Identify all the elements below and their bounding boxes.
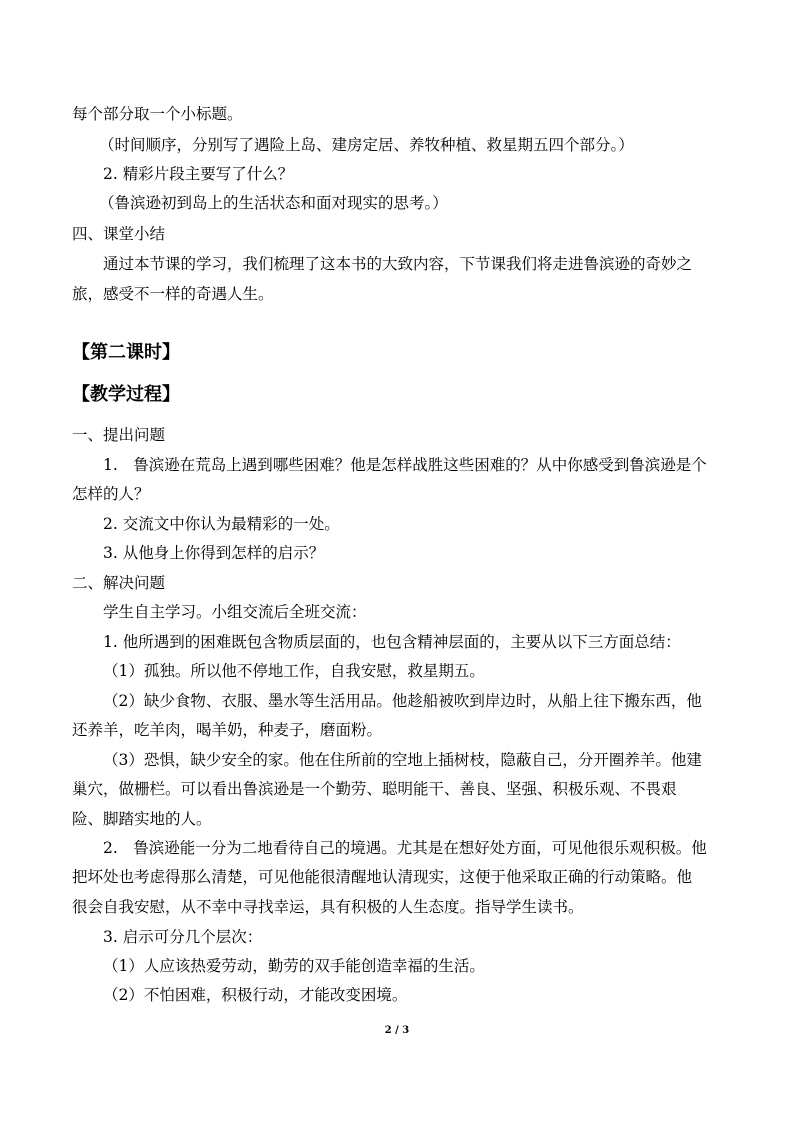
question-text: 2. 精彩片段主要写了什么？ [103,165,294,183]
list-item: （2）缺少食物、衣服、墨水等生活用品。他趁船被吹到岸边时，从船上往下搬东西，他 [103,692,702,710]
question-text: 怎样的人？ [72,485,150,503]
paragraph-line: 学生自主学习。小组交流后全班交流： [103,603,367,621]
page-number: 2 / 3 [384,1025,410,1036]
answer-text: （时间顺序，分别写了遇险上岛、建房定居、养牧种植、救星期五四个部分。） [99,136,634,154]
list-item: （2）不怕困难，积极行动，才能改变困境。 [103,986,408,1004]
list-item: 险、脚踏实地的人。 [72,810,212,828]
lesson-title: 【第二课时】 [72,342,180,363]
paragraph-line: 旅，感受不一样的奇遇人生。 [72,285,274,303]
section-heading: 四、课堂小结 [72,225,166,243]
paragraph-line: 通过本节课的学习，我们梳理了这本书的大致内容，下节课我们将走进鲁滨逊的奇妙之 [103,255,693,273]
question-text: 2. 交流文中你认为最精彩的一处。 [103,515,340,533]
text-line: 每个部分取一个小标题。 [72,105,243,123]
list-item: （1）人应该热爱劳动，勤劳的双手能创造幸福的生活。 [103,957,485,975]
section-heading: 二、解决问题 [72,574,166,592]
paragraph-line: 1. 他所遇到的困难既包含物质层面的，也包含精神层面的，主要从以下三方面总结： [103,633,681,651]
list-item: （3）恐惧，缺少安全的家。他在住所前的空地上插树枝，隐蔽自己，分开圈养羊。他建 [103,751,702,769]
list-item: （1）孤独。所以他不停地工作，自我安慰，救星期五。 [103,662,485,680]
paragraph-line: 很会自我安慰，从不幸中寻找幸运，具有积极的人生态度。指导学生读书。 [72,898,584,916]
list-item: 巢穴，做栅栏。可以看出鲁滨逊是一个勤劳、聪明能干、善良、坚强、积极乐观、不畏艰 [72,780,677,798]
answer-text: （鲁滨逊初到岛上的生活状态和面对现实的思考。） [99,194,448,212]
paragraph-line: 把坏处也考虑得那么清楚，可见他能很清醒地认清现实，这便于他采取正确的行动策略。他 [72,868,693,886]
list-item: 还养羊，吃羊肉，喝羊奶，种麦子，磨面粉。 [72,721,383,739]
question-text: 1. 鲁滨逊在荒岛上遇到哪些困难？他是怎样战胜这些困难的？从中你感受到鲁滨逊是个 [103,456,707,474]
paragraph-line: 2. 鲁滨逊能一分为二地看待自己的境遇。尤其是在想好处方面，可见他很乐观积极。他 [103,839,707,857]
question-text: 3. 从他身上你得到怎样的启示？ [103,544,325,562]
section-heading: 一、提出问题 [72,426,166,444]
process-title: 【教学过程】 [72,384,180,405]
paragraph-line: 3. 启示可分几个层次： [103,928,263,946]
